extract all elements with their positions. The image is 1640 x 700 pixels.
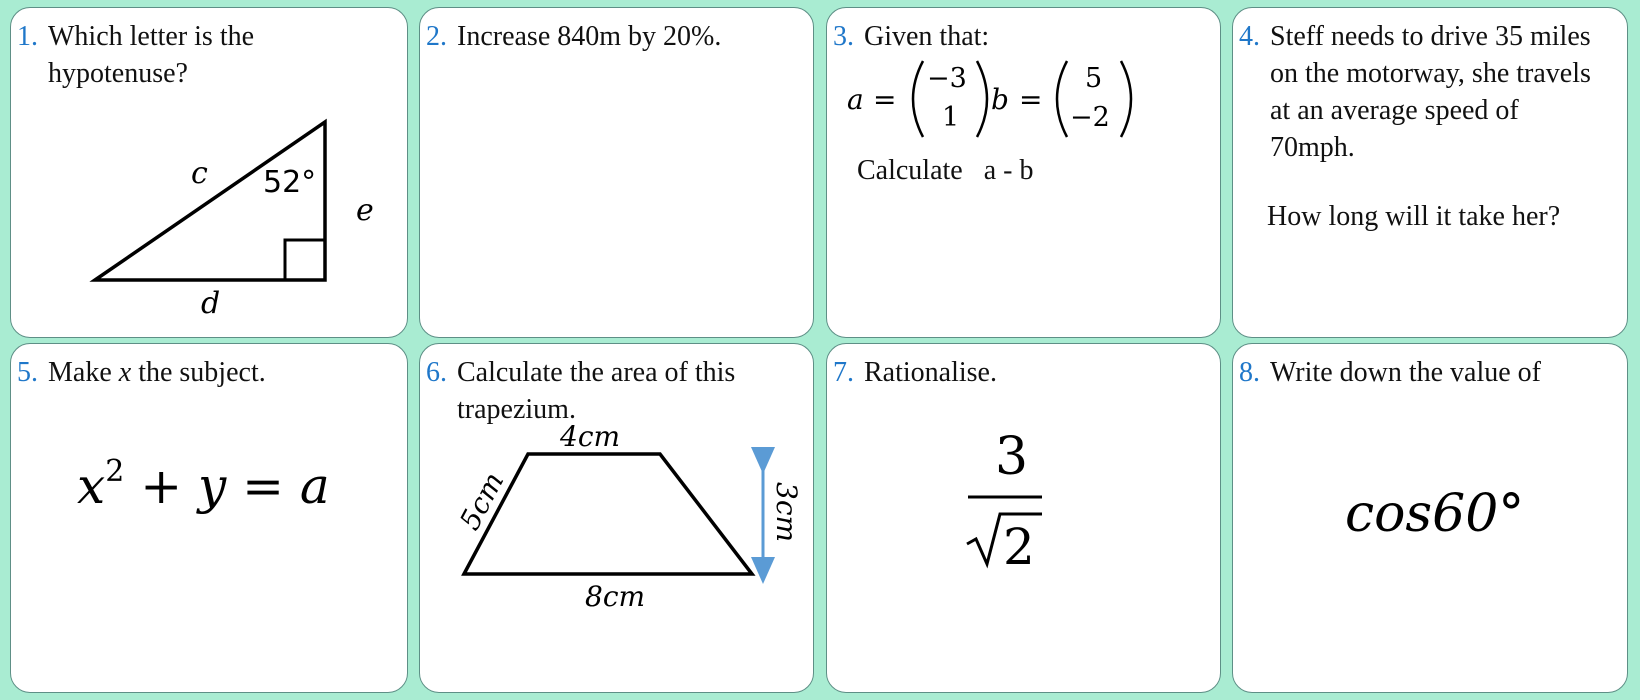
bottom-label: 8cm	[585, 580, 646, 613]
question-header	[833, 18, 1210, 55]
equals-sign: =	[1019, 83, 1043, 116]
question-header	[1239, 354, 1617, 391]
question-text: Write down the value of	[1270, 357, 1542, 388]
equation-rest: + y = a	[124, 457, 330, 515]
subject-variable: x	[118, 357, 132, 388]
question-card-1	[10, 7, 408, 338]
equation	[77, 454, 330, 515]
question-header	[17, 354, 397, 391]
right-paren	[977, 61, 987, 137]
question-text-end: the subject.	[131, 357, 266, 388]
question-card-8	[1232, 343, 1628, 693]
right-triangle-diagram	[11, 8, 408, 338]
question-text: Rationalise.	[864, 357, 997, 388]
fraction-denominator: 2	[1003, 518, 1035, 576]
top-label: 4cm	[560, 420, 621, 453]
side-label-d: d	[201, 286, 221, 321]
question-number: 2.	[426, 21, 447, 52]
followup-text: How long will it take her?	[1267, 201, 1561, 232]
equation-x: x	[77, 457, 106, 515]
side-label-e: e	[356, 193, 374, 228]
trapezium-diagram	[420, 344, 814, 693]
question-card-7	[826, 343, 1221, 693]
vector-b-name: b	[991, 83, 1009, 116]
height-label: 3cm	[770, 482, 803, 543]
question-number: 1.	[17, 21, 38, 52]
angle-label: 52°	[263, 165, 317, 200]
vector-a-top: −3	[927, 63, 967, 94]
question-header	[1239, 18, 1617, 166]
vector-b-top: 5	[1085, 63, 1103, 94]
vector-b-bottom: −2	[1070, 102, 1110, 133]
fraction-numerator: 3	[995, 427, 1029, 487]
instruction-text: Calculate a - b	[857, 155, 1034, 186]
left-paren	[1057, 61, 1067, 137]
question-text	[48, 354, 397, 391]
question-card-3	[826, 7, 1221, 338]
fraction-expression	[827, 344, 1221, 693]
question-number: 4.	[1239, 21, 1260, 52]
question-card-5	[10, 343, 408, 693]
question-header	[426, 18, 803, 55]
left-paren	[913, 61, 923, 137]
question-text-start: Make	[48, 357, 119, 388]
cos-expression: cos60°	[1345, 484, 1525, 544]
vector-a-bottom: 1	[942, 102, 960, 133]
question-card-6	[419, 343, 814, 693]
question-number: 6.	[426, 357, 447, 388]
equation-exponent: 2	[105, 454, 125, 489]
equals-sign: =	[873, 83, 897, 116]
side-label: 5cm	[453, 466, 511, 536]
question-card-2	[419, 7, 814, 338]
vector-a-name: a	[847, 83, 864, 116]
question-number: 3.	[833, 21, 854, 52]
right-paren	[1121, 61, 1131, 137]
question-text: Increase 840m by 20%.	[457, 21, 722, 52]
question-number: 5.	[17, 357, 38, 388]
question-text: Which letter is the hypotenuse?	[48, 21, 255, 89]
question-text: Steff needs to drive 35 miles on the motorway, she travels at an average speed of 70mph.	[1270, 21, 1591, 163]
question-card-4	[1232, 7, 1628, 338]
side-label-c: c	[191, 156, 208, 191]
question-number: 7.	[833, 357, 854, 388]
question-text: Calculate the area of this trapezium.	[457, 357, 736, 425]
question-text: Given that:	[864, 21, 990, 52]
question-number: 8.	[1239, 357, 1260, 388]
